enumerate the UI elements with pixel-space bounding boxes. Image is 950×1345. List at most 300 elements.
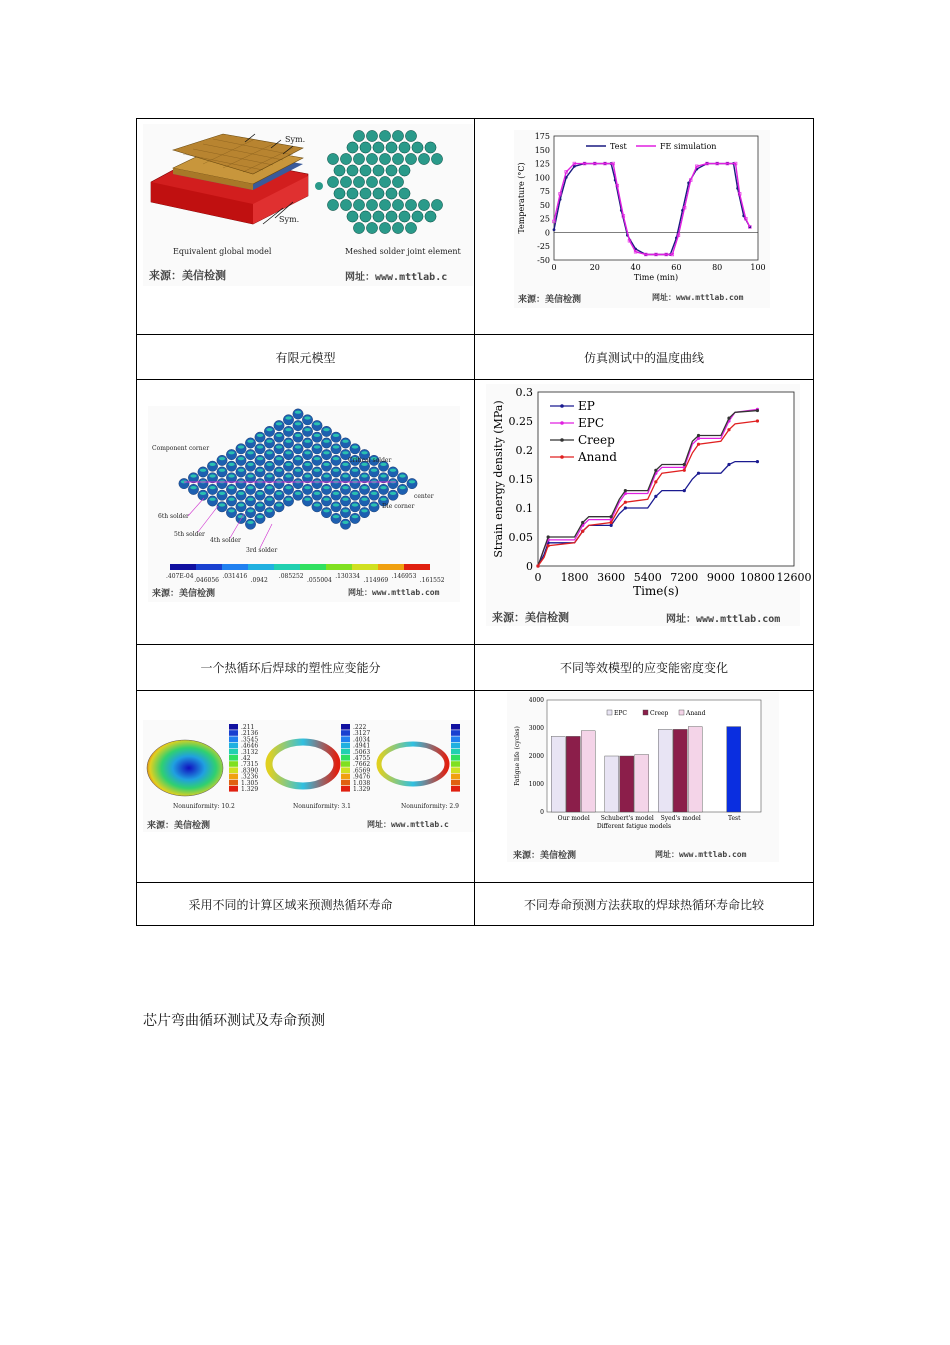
- solder-ball: [283, 415, 293, 425]
- y-tick-label: 0.25: [508, 415, 533, 428]
- bar: [688, 727, 702, 812]
- solder-ball: [179, 478, 189, 488]
- solder-ball-cap: [228, 451, 234, 454]
- legend-swatch: [451, 730, 460, 736]
- legend-swatch: [341, 780, 350, 786]
- solder-ball: [388, 490, 398, 500]
- solder-ball: [226, 507, 236, 517]
- solder-ball-cap: [285, 440, 291, 443]
- figure-temperature-curve: [514, 130, 770, 308]
- legend-swatch: [229, 736, 238, 742]
- solder-ball: [293, 444, 303, 454]
- source-label-3: 来源：美信检测: [152, 589, 216, 599]
- solder-ball: [302, 438, 312, 448]
- solder-ball: [340, 484, 350, 494]
- solder-ball-cap: [228, 474, 234, 477]
- solder-ball: [198, 467, 208, 477]
- legend-value: .7315: [241, 761, 259, 769]
- bar: [605, 756, 619, 812]
- color-scale-tick-label: .407E-04: [166, 573, 194, 580]
- solder-ball: [350, 502, 360, 512]
- solder-ball-cap: [200, 469, 206, 472]
- data-point: [581, 521, 584, 524]
- solder-joint-cell: [347, 211, 358, 222]
- solder-ball-cap: [266, 486, 272, 489]
- solder-ball: [274, 502, 284, 512]
- solder-ball: [378, 473, 388, 483]
- solder-ball-cap: [333, 515, 339, 518]
- solder-ball: [321, 449, 331, 459]
- data-point: [683, 469, 686, 472]
- solder-ball: [388, 467, 398, 477]
- color-scale-segment: [248, 564, 274, 570]
- solder-ball: [255, 455, 265, 465]
- legend-swatch: [451, 767, 460, 773]
- solder-ball: [283, 484, 293, 494]
- solder-ball: [293, 409, 303, 419]
- solder-ball-cap: [304, 474, 310, 477]
- solder-joint-cell: [360, 142, 371, 153]
- solder-ball-cap: [323, 498, 329, 501]
- caption-5: 采用不同的计算区域来预测热循环寿命: [188, 897, 393, 912]
- solder-ball: [226, 496, 236, 506]
- solder-ball: [359, 496, 369, 506]
- solder-ball-cap: [323, 451, 329, 454]
- solder-ball-cap: [228, 509, 234, 512]
- solder-ball-cap: [314, 492, 320, 495]
- solder-ball: [340, 438, 350, 448]
- solder-ball: [245, 438, 255, 448]
- legend-swatch: [341, 761, 350, 767]
- solder-ball: [207, 496, 217, 506]
- color-scale-segment: [378, 564, 404, 570]
- color-scale-segment: [352, 564, 378, 570]
- legend-value: 1.038: [353, 779, 371, 787]
- bar: [566, 736, 580, 812]
- solder-ball: [274, 432, 284, 442]
- x-tick-label: 9000: [706, 571, 735, 584]
- solder-ball-cap: [247, 474, 253, 477]
- bar: [658, 729, 672, 812]
- x-axis-label: Different fatigue models: [596, 823, 672, 830]
- x-tick-label: 1800: [560, 571, 589, 584]
- solder-ball-cap: [314, 445, 320, 448]
- solder-ball: [198, 478, 208, 488]
- solder-joint-cell: [366, 176, 377, 187]
- solder-ball-cap: [380, 498, 386, 501]
- y-tick-label: 75: [539, 187, 550, 197]
- x-tick-label: 10800: [739, 571, 775, 584]
- x-tick-label: Test: [727, 815, 741, 822]
- solder-ball-cap: [266, 440, 272, 443]
- solder-ball: [207, 461, 217, 471]
- solder-ball: [340, 473, 350, 483]
- solder-ball: [274, 478, 284, 488]
- legend-swatch: [451, 780, 460, 786]
- bar: [620, 756, 634, 812]
- solder-ball-cap: [342, 440, 348, 443]
- solder-joint-cell: [431, 199, 442, 210]
- legend-label: EPC: [578, 416, 605, 430]
- solder-joint-cell: [366, 153, 377, 164]
- solder-joint-cell: [327, 153, 338, 164]
- solder-ball-cap: [238, 492, 244, 495]
- solder-ball: [274, 455, 284, 465]
- legend-value: .4034: [353, 736, 371, 744]
- solder-ball-cap: [352, 469, 358, 472]
- solder-ball: [293, 467, 303, 477]
- legend-label: Anand: [578, 450, 617, 464]
- solder-ball-cap: [266, 428, 272, 431]
- solder-ball-cap: [304, 498, 310, 501]
- solder-joint-cell: [399, 188, 410, 199]
- y-tick-label: 25: [539, 214, 550, 224]
- x-tick-label: 40: [630, 263, 641, 272]
- solder-ball: [312, 490, 322, 500]
- solder-ball-cap: [209, 474, 215, 477]
- solder-ball: [264, 484, 274, 494]
- solder-ball-cap: [276, 445, 282, 448]
- solder-ball-cap: [285, 498, 291, 501]
- solder-ball: [321, 461, 331, 471]
- calc-region-illustration: [143, 720, 474, 816]
- solder-ball-cap: [190, 486, 196, 489]
- solder-ball: [302, 484, 312, 494]
- solder-joint-cell: [366, 130, 377, 141]
- solder-ball: [217, 490, 227, 500]
- legend-swatch: [229, 786, 238, 792]
- data-point: [727, 417, 730, 420]
- solder-joint-cell: [379, 176, 390, 187]
- solder-ball: [255, 432, 265, 442]
- solder-joint-cell: [347, 165, 358, 176]
- solder-ball: [293, 478, 303, 488]
- solder-joint-cell: [327, 176, 338, 187]
- solder-ball: [350, 467, 360, 477]
- legend-swatch: [341, 736, 350, 742]
- bar: [635, 755, 649, 812]
- solder-ball-cap: [390, 469, 396, 472]
- solder-ball-cap: [295, 492, 301, 495]
- solder-joint-cell: [386, 142, 397, 153]
- solder-ball-cap: [266, 463, 272, 466]
- solder-ball: [302, 461, 312, 471]
- solder-ball-cap: [228, 498, 234, 501]
- sym-label-top: Sym.: [285, 135, 306, 144]
- solder-ball-cap: [266, 498, 272, 501]
- solder-ball: [245, 507, 255, 517]
- solder-ball: [302, 415, 312, 425]
- legend-value: .4646: [241, 742, 259, 750]
- solder-ball: [274, 444, 284, 454]
- solder-ball: [293, 432, 303, 442]
- solder-ball-cap: [238, 445, 244, 448]
- solder-joint-cell: [386, 188, 397, 199]
- solder-ball-cap: [304, 451, 310, 454]
- solder-ball-cap: [380, 486, 386, 489]
- sym-label-bottom: Sym.: [279, 215, 300, 224]
- solder-joint-cell: [392, 130, 403, 141]
- legend-value: 1.329: [241, 786, 259, 793]
- solder-joint-cell: [340, 153, 351, 164]
- solder-ball: [264, 496, 274, 506]
- solder-ball-cap: [361, 451, 367, 454]
- solder-joint-cell: [386, 211, 397, 222]
- solder-ball-cap: [190, 474, 196, 477]
- solder-ball-cap: [200, 492, 206, 495]
- solder-ball: [321, 438, 331, 448]
- global-model-label: Equivalent global model: [173, 247, 272, 256]
- solder-ball: [264, 449, 274, 459]
- x-tick-label: 3600: [597, 571, 626, 584]
- solder-ball: [236, 444, 246, 454]
- data-point: [654, 480, 657, 483]
- data-point: [727, 463, 730, 466]
- solder-ball: [283, 473, 293, 483]
- solder-ball: [302, 449, 312, 459]
- url-label-3: 网址：www.mttlab.com: [348, 588, 440, 597]
- legend-value: 1.329: [353, 786, 371, 793]
- solder-ball-cap: [399, 474, 405, 477]
- data-point: [610, 515, 613, 518]
- solder-ball: [293, 420, 303, 430]
- legend-swatch: [229, 761, 238, 767]
- solder-ball: [274, 467, 284, 477]
- bar: [581, 731, 595, 812]
- solder-ball: [236, 478, 246, 488]
- legend-value: .7662: [353, 761, 371, 769]
- legend-value: .4941: [353, 742, 371, 750]
- legend-swatch: [229, 724, 238, 730]
- solder-ball-cap: [371, 492, 377, 495]
- solder-ball: [283, 426, 293, 436]
- solder-ball-cap: [247, 509, 253, 512]
- solder-ball-cap: [323, 440, 329, 443]
- x-axis-label: Time(s): [633, 584, 679, 598]
- solder-ball: [359, 507, 369, 517]
- solder-ball-cap: [342, 486, 348, 489]
- figure-calc-regions: [143, 720, 474, 832]
- legend-value: .2136: [241, 730, 259, 738]
- y-axis-label: Strain energy density (MPa): [492, 400, 505, 558]
- solder-ball: [350, 513, 360, 523]
- sixth-solder-label: 6th solder: [158, 513, 189, 520]
- data-point: [624, 501, 627, 504]
- nonuniformity-label-1: Nonuniformity: 10.2: [173, 803, 235, 810]
- solder-ball-cap: [295, 445, 301, 448]
- legend-swatch: [451, 755, 460, 761]
- solder-ball: [255, 502, 265, 512]
- legend-swatch: [229, 730, 238, 736]
- solder-joint-cell: [373, 188, 384, 199]
- bar: [673, 729, 687, 812]
- solder-ball: [397, 484, 407, 494]
- legend-label: Test: [610, 142, 627, 151]
- solder-ball: [207, 484, 217, 494]
- nonuniformity-label-3: Nonuniformity: 2.9: [401, 803, 459, 810]
- source-label-6: 来源：美信检测: [513, 851, 577, 861]
- solder-ball: [226, 449, 236, 459]
- solder-ball-cap: [361, 498, 367, 501]
- y-tick-label: 2000: [528, 753, 544, 760]
- solder-ball: [207, 473, 217, 483]
- solder-ball-cap: [285, 474, 291, 477]
- solder-joint-cell: [418, 199, 429, 210]
- x-tick-label: Our model: [557, 815, 590, 822]
- solder-ball-cap: [323, 428, 329, 431]
- solder-ball-cap: [352, 515, 358, 518]
- solder-ball: [264, 438, 274, 448]
- table-cell-caption-1: [136, 334, 475, 380]
- caption-3: 一个热循环后焊球的塑性应变能分: [200, 661, 381, 675]
- url-label-4: 网址：www.mttlab.com: [666, 614, 781, 625]
- y-tick-label: 0.05: [508, 531, 533, 544]
- solder-ball: [331, 490, 341, 500]
- y-tick-label: 150: [534, 145, 550, 155]
- solder-joint-cell: [392, 153, 403, 164]
- solder-ball-cap: [342, 509, 348, 512]
- legend-value: .42: [241, 755, 251, 762]
- y-tick-label: -50: [537, 256, 550, 265]
- table-cell-caption-6: [474, 882, 814, 926]
- solder-ball-cap: [266, 451, 272, 454]
- solder-ball-cap: [276, 422, 282, 425]
- solder-ball-cap: [238, 503, 244, 506]
- solder-joint-cell: [405, 130, 416, 141]
- color-scale-segment: [300, 564, 326, 570]
- color-scale-segment: [196, 564, 222, 570]
- solder-ball-cap: [228, 486, 234, 489]
- solder-ball: [255, 444, 265, 454]
- solder-joint-cell: [334, 165, 345, 176]
- solder-ball-cap: [333, 434, 339, 437]
- solder-joint-cell: [412, 211, 423, 222]
- solder-ball: [245, 461, 255, 471]
- solder-joint-mesh: [315, 130, 443, 233]
- solder-ball-cap: [295, 411, 301, 414]
- color-scale-tick-label: .085252: [278, 573, 304, 580]
- solder-ball-array: [148, 406, 460, 586]
- solder-ball-cap: [333, 492, 339, 495]
- source-label-5: 来源：美信检测: [147, 821, 211, 831]
- solder-ball: [312, 455, 322, 465]
- url-label-5: 网址：www.mttlab.c: [367, 820, 449, 829]
- solder-joint-cell: [399, 211, 410, 222]
- y-tick-label: -25: [537, 242, 550, 252]
- solder-ball: [340, 496, 350, 506]
- x-tick-label: 20: [589, 263, 600, 272]
- solder-ball: [312, 502, 322, 512]
- solder-joint-cell: [425, 142, 436, 153]
- legend-marker: [560, 404, 564, 408]
- solder-joint-cell: [347, 142, 358, 153]
- url-label-1: 网址：www.mttlab.c: [345, 272, 448, 283]
- solder-ball-cap: [285, 463, 291, 466]
- data-point: [553, 228, 556, 231]
- bar: [551, 736, 565, 812]
- third-solder-label: 3rd solder: [246, 547, 278, 554]
- solder-ball: [255, 467, 265, 477]
- solder-ball: [331, 513, 341, 523]
- url-label-6: 网址：www.mttlab.com: [655, 850, 747, 859]
- solder-ball: [340, 519, 350, 529]
- solder-ball: [369, 467, 379, 477]
- solder-ball: [274, 420, 284, 430]
- solder-ball: [331, 444, 341, 454]
- solder-ball-cap: [209, 498, 215, 501]
- solder-ball-cap: [209, 486, 215, 489]
- x-tick-label: 60: [671, 263, 682, 272]
- solder-ball: [359, 473, 369, 483]
- solder-ball-cap: [276, 469, 282, 472]
- solder-ball-cap: [276, 503, 282, 506]
- legend-value: .8390: [241, 767, 259, 775]
- legend-swatch: [451, 736, 460, 742]
- solder-ball-cap: [304, 463, 310, 466]
- solder-ball-cap: [333, 457, 339, 460]
- solder-ball: [188, 484, 198, 494]
- solder-joint-cell: [353, 130, 364, 141]
- solder-ball: [340, 507, 350, 517]
- solder-ball-cap: [247, 498, 253, 501]
- y-tick-label: 0.1: [515, 502, 533, 515]
- temperature-chart: [514, 130, 770, 290]
- solder-ball-cap: [285, 428, 291, 431]
- legend-swatch: [341, 724, 350, 730]
- solder-ball: [245, 449, 255, 459]
- solder-ball-cap: [333, 445, 339, 448]
- data-point: [683, 463, 686, 466]
- solder-ball: [321, 507, 331, 517]
- solder-ball-cap: [361, 486, 367, 489]
- y-tick-label: 0: [540, 809, 544, 816]
- solder-ball: [369, 502, 379, 512]
- color-scale-labels: [166, 573, 445, 584]
- color-scale-segment: [404, 564, 430, 570]
- y-tick-label: 4000: [528, 697, 544, 704]
- solder-joint-cell: [353, 176, 364, 187]
- y-tick-label: 175: [534, 132, 550, 141]
- legend-label: EP: [578, 399, 595, 413]
- solder-joint-cell: [379, 130, 390, 141]
- legend-swatch: [341, 749, 350, 755]
- solder-ball-cap: [219, 503, 225, 506]
- x-tick-label: 12600: [776, 571, 812, 584]
- solder-ball-cap: [295, 434, 301, 437]
- solder-joint-cell: [392, 176, 403, 187]
- solder-ball: [217, 478, 227, 488]
- solder-ball-cap: [352, 503, 358, 506]
- y-tick-label: 125: [534, 159, 550, 169]
- solder-ball-cap: [361, 474, 367, 477]
- color-scale-tick-label: .130334: [335, 573, 361, 580]
- legend-label: Anand: [686, 710, 706, 717]
- source-label-1: 来源：美信检测: [149, 269, 226, 282]
- solder-ball-cap: [266, 509, 272, 512]
- legend-swatch: [341, 755, 350, 761]
- solder-ball-cap: [276, 492, 282, 495]
- legend-swatch: [341, 786, 350, 792]
- url-label-2: 网址：www.mttlab.com: [652, 293, 744, 302]
- solder-joint-cell: [399, 165, 410, 176]
- solder-ball: [331, 478, 341, 488]
- color-scale-tick-label: .046056: [194, 577, 220, 584]
- solder-ball-cap: [295, 422, 301, 425]
- y-tick-label: 100: [534, 173, 550, 183]
- solder-joint-cell: [405, 222, 416, 233]
- legend-marker: [560, 438, 564, 442]
- solder-ball: [245, 519, 255, 529]
